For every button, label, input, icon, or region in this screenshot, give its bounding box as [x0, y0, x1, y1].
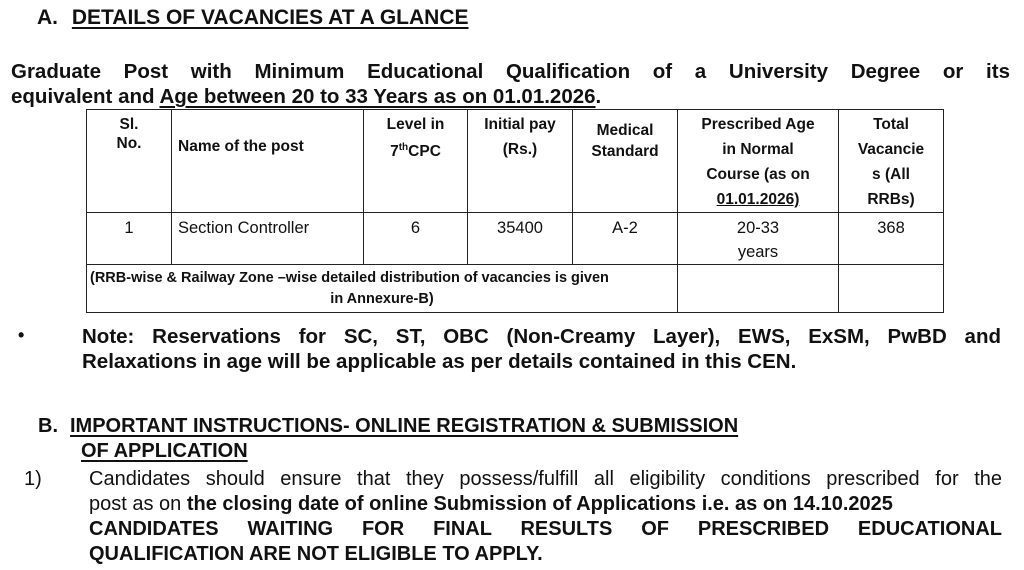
instruction-line-2	[89, 492, 893, 517]
header-sl-line2: No.	[116, 135, 142, 152]
note-line-1: Note: Reservations for SC, ST, OBC (Non-Creamy Layer), EWS, ExSM, PwBD and	[82, 325, 1001, 348]
header-total-vacancies	[839, 110, 944, 213]
instruction-line-1: Candidates should ensure that they possess/fulfill all eligibility conditions prescribed for the	[89, 468, 1002, 490]
header-age-line4: 01.01.2026)	[716, 191, 800, 208]
cell-medical: A-2	[573, 213, 678, 265]
header-level-7: 7	[390, 143, 399, 161]
section-b-title-line-2: OF APPLICATION	[81, 440, 248, 462]
intro-line-2-prefix: equivalent and	[11, 85, 160, 108]
section-a-heading	[37, 6, 469, 30]
section-a-letter: A.	[37, 6, 58, 29]
cell-post-name: Section Controller	[172, 213, 364, 265]
instruction-line-3: CANDIDATES WAITING FOR FINAL RESULTS OF PRESCRIBED EDUCATIONAL	[89, 518, 1002, 540]
header-level-line1: Level in	[386, 116, 445, 133]
cell-age-line1: 20-33	[736, 219, 780, 237]
header-level-th: th	[398, 142, 409, 153]
header-prescribed-age	[678, 110, 839, 213]
cell-age-line2: years	[737, 243, 779, 261]
intro-line-2-end: .	[595, 85, 602, 108]
note-bullet: •	[18, 325, 25, 345]
instruction-line-4: QUALIFICATION ARE NOT ELIGIBLE TO APPLY.	[89, 543, 543, 565]
header-total-line2: Vacancie	[857, 141, 925, 158]
instruction-closing-date: the closing date of online Submission of Applications i.e. as on 14.10.2025	[186, 493, 893, 515]
header-age-line2: in Normal	[722, 141, 794, 158]
cell-total: 368	[839, 213, 944, 265]
cell-age	[678, 213, 839, 265]
header-level-line2	[364, 135, 467, 164]
header-age-line3: Course (as on	[706, 166, 810, 183]
footnote-empty-cell	[839, 265, 944, 313]
footnote-cell	[87, 265, 678, 313]
intro-line-1: Graduate Post with Minimum Educational Qualification of a University Degree or its	[11, 60, 1010, 83]
header-pay-line1: Initial pay	[484, 116, 556, 133]
instruction-line-2-normal: post as on	[89, 493, 187, 515]
header-sl-line1: Sl.	[119, 116, 139, 133]
section-b-title-line-1: IMPORTANT INSTRUCTIONS- ONLINE REGISTRATION & SUBMISSION	[70, 415, 739, 437]
header-total-line4: RRBs)	[867, 191, 915, 208]
header-age-line1: Prescribed Age	[701, 116, 815, 133]
table-row	[87, 213, 944, 265]
header-medical-line2: Standard	[591, 143, 659, 160]
header-initial-pay	[468, 110, 573, 213]
cell-sl: 1	[87, 213, 172, 265]
header-level-cpc: CPC	[408, 143, 441, 161]
header-total-line3: s (All	[872, 166, 910, 183]
section-a-title: DETAILS OF VACANCIES AT A GLANCE	[71, 6, 469, 29]
header-medical-line1: Medical	[596, 122, 654, 139]
header-total-line1: Total	[873, 116, 909, 133]
instruction-number: 1)	[24, 468, 42, 490]
table-header-row	[87, 110, 944, 213]
note-line-2: Relaxations in age will be applicable as per details contained in this CEN.	[82, 350, 797, 373]
header-medical-standard	[573, 110, 678, 213]
vacancy-table	[86, 109, 944, 313]
header-sl-no	[87, 110, 172, 213]
table-footnote-row	[87, 265, 944, 313]
intro-line-2	[11, 84, 601, 109]
footnote-empty-cell	[678, 265, 839, 313]
header-post-name: Name of the post	[172, 110, 364, 213]
section-b-letter: B.	[38, 415, 58, 437]
footnote-line-2: in Annexure-B)	[330, 291, 434, 307]
intro-age-criteria: Age between 20 to 33 Years as on 01.01.2026	[159, 85, 596, 108]
header-level	[364, 110, 468, 213]
cell-initial-pay: 35400	[468, 213, 573, 265]
footnote-line-1: (RRB-wise & Railway Zone –wise detailed distribution of vacancies is given	[90, 270, 609, 286]
header-pay-line2: (Rs.)	[502, 141, 538, 158]
cell-level: 6	[364, 213, 468, 265]
